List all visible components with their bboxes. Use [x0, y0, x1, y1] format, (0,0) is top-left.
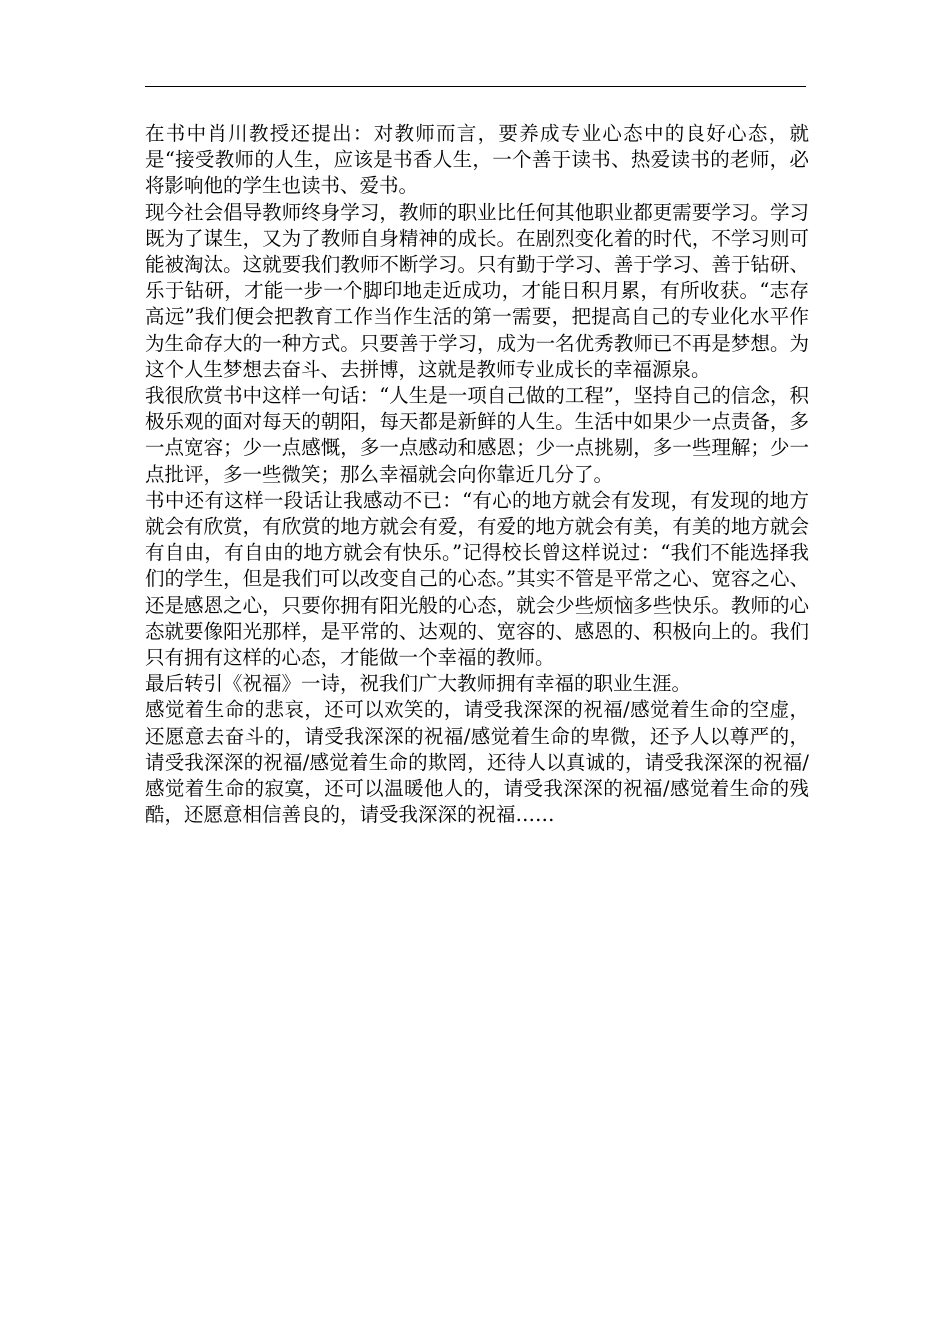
document-body — [145, 121, 809, 828]
paragraph-6: 感觉着生命的悲哀，还可以欢笑的，请受我深深的祝福/感觉着生命的空虚，还愿意去奋斗的，请受我深深的祝福/感觉着生命的卑微，还予人以尊严的，请受我深深的祝福/感觉着生命的欺罔，还待人以真诚的，请受我深深的祝福/感觉着生命的寂寞，还可以温暖他人的，请受我深深的祝福/感觉着生命的残酷，还愿意相信善良的，请受我深深的祝福…… — [145, 698, 809, 827]
paragraph-1: 在书中肖川教授还提出：对教师而言，要养成专业心态中的良好心态，就是“接受教师的人生，应该是书香人生，一个善于读书、热爱读书的老师，必将影响他的学生也读书、爱书。 — [145, 122, 809, 198]
paragraph-2: 现今社会倡导教师终身学习，教师的职业比任何其他职业都更需要学习。学习既为了谋生，又为了教师自身精神的成长。在剧烈变化着的时代，不学习则可能被淘汰。这就要我们教师不断学习。只有勤于学习、善于学习、善于钻研、乐于钻研，才能一步一个脚印地走近成功，才能日积月累，有所收获。“志存高远”我们便会把教育工作当作生活的第一需要，把提高自己的专业化水平作为生命存大的一种方式。只要善于学习，成为一名优秀教师已不再是梦想。为这个人生梦想去奋斗、去拼博，这就是教师专业成长的幸福源泉。 — [145, 200, 809, 381]
paragraph-5: 最后转引《祝福》一诗，祝我们广大教师拥有幸福的职业生涯。 — [145, 672, 692, 696]
header-rule — [145, 86, 806, 87]
paragraph-3: 我很欣赏书中这样一句话：“人生是一项自己做的工程”，坚持自己的信念，积极乐观的面对每天的朝阳，每天都是新鲜的人生。生活中如果少一点责备，多一点宽容；少一点感慨，多一点感动和感恩；少一点挑剔，多一些理解；少一点批评，多一些微笑；那么幸福就会向你靠近几分了。 — [145, 384, 809, 486]
paragraph-4: 书中还有这样一段话让我感动不已：“有心的地方就会有发现，有发现的地方就会有欣赏，有欣赏的地方就会有爱，有爱的地方就会有美，有美的地方就会有自由，有自由的地方就会有快乐。”记得校长曾这样说过：“我们不能选择我们的学生，但是我们可以改变自己的心态。”其实不管是平常之心、宽容之心、还是感恩之心，只要你拥有阳光般的心态，就会少些烦恼多些快乐。教师的心态就要像阳光那样，是平常的、达观的、宽容的、感恩的、积极向上的。我们只有拥有这样的心态，才能做一个幸福的教师。 — [145, 488, 809, 670]
